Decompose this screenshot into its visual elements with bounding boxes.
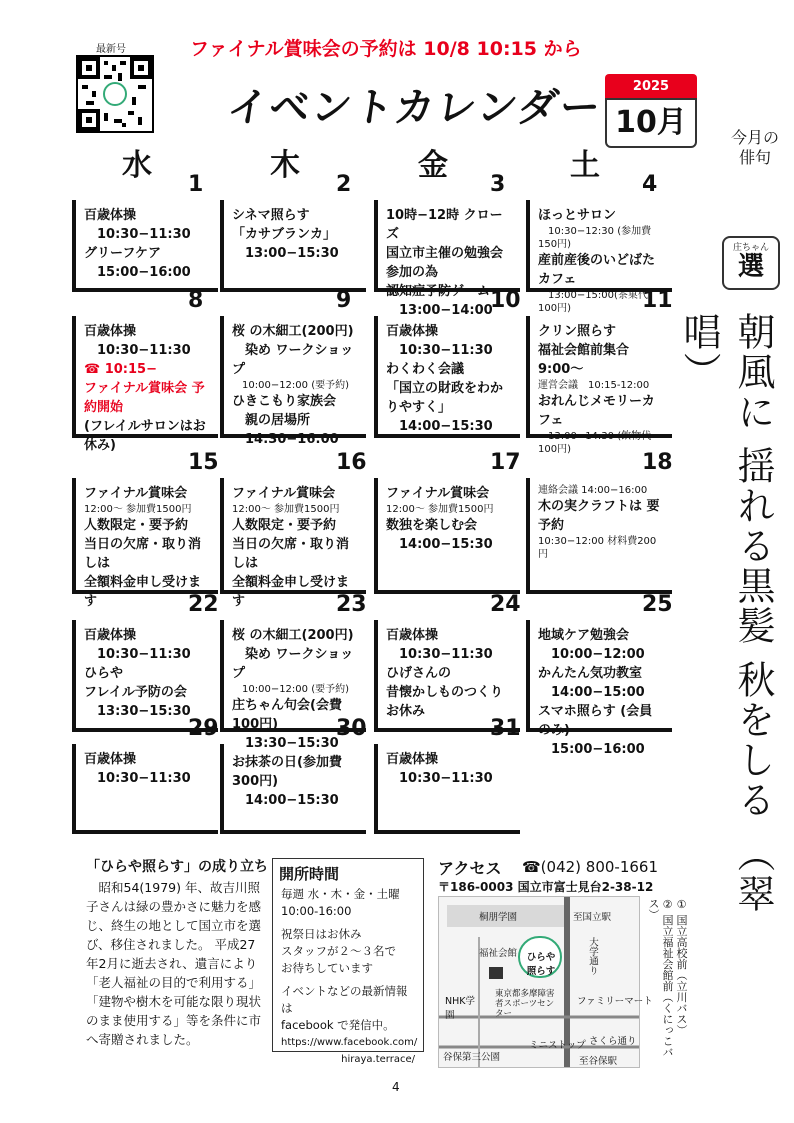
day-number: 11 (642, 288, 673, 313)
hours-days: 毎週 水・木・金・土曜 (281, 887, 400, 901)
haiku-heading: 今月の俳句 (730, 128, 779, 167)
event-line: 庄ちゃん句会(会費100円) (232, 698, 342, 732)
event-line: 13:00−15:00(茶菓代100円) (538, 290, 648, 314)
day-number: 30 (336, 716, 367, 741)
event-line: 百歳体操 (84, 628, 137, 643)
day-cell (374, 200, 520, 318)
address: 〒186-0003 国立市富士見台2-38-12 (438, 880, 654, 894)
event-line: 数独を楽しむ会 (386, 518, 478, 533)
event-line: 百歳体操 (386, 752, 439, 767)
event-line: 10:30−11:30 (84, 771, 191, 786)
day-number: 23 (336, 592, 367, 617)
event-line: 13:00−15:30 (232, 246, 339, 261)
event-line: ファイナル賞味会 (386, 486, 490, 501)
facebook-link[interactable]: https://www.facebook.com/ (281, 1037, 418, 1048)
map-label-nhk: NHK学園 (445, 996, 475, 1021)
event-line: 百歳体操 (386, 324, 439, 339)
event-line: 10時−12時 クローズ (386, 208, 503, 242)
event-line: 10:30−11:30 (84, 227, 191, 242)
event-line: お抹茶の日(参加費300円) (232, 755, 342, 789)
opening-hours-box (272, 858, 424, 1065)
event-line: 運営会議 10:15-12:00 (538, 380, 650, 391)
event-line: 産前産後のいどばたカフェ (538, 253, 656, 287)
qr-code[interactable] (76, 55, 154, 133)
event-line: 10:30−11:30 (84, 647, 191, 662)
event-line: 百歳体操 (84, 208, 137, 223)
day-cell (72, 744, 218, 834)
day-cell (526, 620, 672, 757)
event-line: 人数限定・要予約 (84, 518, 189, 533)
event-line: 地域ケア勉強会 (538, 628, 630, 643)
event-line: 14:00−15:30 (386, 419, 493, 434)
map-label-yaho: 至谷保駅 (579, 1056, 618, 1067)
event-line: 15:00−16:00 (538, 742, 645, 757)
event-line: 10:30−12:30 (参加費 150円) (538, 226, 652, 250)
event-line: 全額料金申し受けます (84, 575, 202, 609)
day-cell (72, 316, 218, 453)
event-line: 認知症予防ゲーム (386, 284, 491, 299)
month-label: 10月 (605, 98, 697, 148)
welcome-note: お待ちしています (281, 961, 373, 975)
event-line: 14:00−15:30 (232, 793, 339, 808)
event-line: 百歳体操 (386, 628, 439, 643)
event-line: 人数限定・要予約 (232, 518, 337, 533)
info-note: イベントなどの最新情報は (281, 984, 408, 1015)
event-line: ファイナル賞味会 予約開始 (84, 381, 205, 415)
page-title: イベントカレンダー (224, 85, 605, 131)
event-line: クリン照らす (538, 324, 617, 339)
event-line: 15:00−16:00 (84, 265, 191, 280)
map-label-sports: 東京都多摩障害者スポーツセンター (495, 989, 555, 1019)
day-cell (220, 744, 366, 834)
map-label-family: ファミリーマート (577, 996, 653, 1007)
event-line: 染め ワークショップ (232, 647, 354, 681)
event-line: 桜 の木細工(200円) (232, 628, 354, 643)
map-label-hiraya: ひらや照らす (526, 952, 556, 977)
event-line: おれんじメモリーカフェ (538, 394, 655, 428)
event-line: 13:30−15:30 (232, 736, 339, 751)
map-label-park: 谷保第三公園 (443, 1052, 501, 1063)
haiku-body: 朝風に 揺れる黒髪 秋をしる (731, 312, 775, 821)
hours-time: 10:00-16:00 (281, 904, 352, 918)
day-number: 16 (336, 450, 367, 475)
weekday-thu: 木 (270, 148, 300, 183)
day-number: 8 (188, 288, 204, 313)
event-line: 14:00−15:30 (386, 537, 493, 552)
haiku-selector-badge (722, 236, 780, 290)
event-line: 全額料金申し受けます (232, 575, 350, 609)
qr-pattern-icon (78, 57, 152, 131)
hours-title: 開所時間 (279, 865, 340, 883)
staff-note: スタッフが２〜３名で (281, 944, 396, 958)
event-line: 10:30−11:30 (386, 343, 493, 358)
day-number: 29 (188, 716, 219, 741)
event-line: ファイナル賞味会 (84, 486, 188, 501)
access-title: アクセス (438, 859, 502, 878)
event-line: 親の居場所 (232, 413, 311, 428)
event-line: ☎ 10:15− (84, 362, 157, 377)
facebook-note: facebook で発信中。 (281, 1018, 395, 1032)
day-number: 1 (188, 172, 204, 197)
event-line: わくわく会議 (386, 362, 465, 377)
haiku-text (677, 312, 780, 972)
bus-stop-2: ② 国立福祉会館前（くにっこバス） (647, 898, 674, 1058)
day-number: 31 (490, 716, 521, 741)
event-line: 10:30−11:30 (84, 343, 191, 358)
haiku-poet: （翠唱） (677, 312, 775, 915)
weekday-fri: 金 (418, 148, 448, 183)
map-label-daigaku: 大学通り (587, 937, 598, 975)
event-line: ひきこもり家族会 (232, 394, 337, 409)
event-line: かんたん気功教室 (538, 666, 643, 681)
day-number: 24 (490, 592, 521, 617)
event-line: スマホ照らす (会員のみ) (538, 704, 653, 738)
event-line: ひらや (84, 666, 124, 681)
map-label-kunitachi: 至国立駅 (573, 912, 612, 923)
event-line: ひげさんの (386, 666, 452, 681)
history-title: 「ひらや照らす」の成り立ち (86, 859, 268, 875)
event-line: 福祉会館前集合 9:00〜 (538, 343, 630, 377)
event-line: 木の実クラフトは 要予約 (538, 499, 660, 533)
event-line: 10:30−12:00 材料費200円 (538, 536, 657, 560)
page-number: 4 (392, 1080, 400, 1094)
map-label-fukushi: 福祉会館 (479, 948, 518, 959)
event-line: 10:00−12:00 (538, 647, 645, 662)
event-line: 昔懐かしものつくり お休み (386, 685, 504, 719)
event-line: 10:30−11:30 (386, 647, 493, 662)
day-cell (374, 744, 520, 834)
event-line: 桜 の木細工(200円) (232, 324, 354, 339)
bus-stops (646, 898, 688, 1068)
event-line: 13:00−14:30 (飲物代100円) (538, 431, 652, 455)
day-number: 4 (642, 172, 658, 197)
event-line: シネマ照らす (232, 208, 310, 223)
event-line: 当日の欠席・取り消しは (232, 537, 350, 571)
facebook-link-path[interactable]: hiraya.terrace/ (341, 1054, 415, 1065)
event-line: 当日の欠席・取り消しは (84, 537, 202, 571)
event-line: 10:00−12:00 (要予約) (232, 380, 349, 391)
day-cell (374, 316, 520, 438)
event-line: (フレイルサロンはお休み) (84, 419, 206, 453)
event-line: 13:00−14:00 (386, 303, 493, 318)
day-cell (374, 478, 520, 594)
event-line: グリーフケア (84, 246, 161, 261)
day-number: 3 (490, 172, 506, 197)
year-label: 2025 (605, 74, 697, 98)
event-line: 10:30−11:30 (386, 771, 493, 786)
event-line: 10:00−12:00 (要予約) (232, 684, 349, 695)
map-label-sakura: さくら通り (589, 1036, 637, 1047)
event-line: 連絡会議 14:00−16:00 (538, 485, 648, 496)
weekday-sat: 土 (570, 148, 600, 183)
day-cell (220, 200, 366, 292)
event-line: 14:00−15:00 (538, 685, 645, 700)
day-number: 9 (336, 288, 352, 313)
day-number: 15 (188, 450, 219, 475)
event-line: ほっとサロン (538, 208, 617, 223)
weekday-wed: 水 (122, 148, 152, 183)
map-label-school: 桐朋学園 (479, 912, 518, 923)
calendar-badge-icon (605, 74, 697, 154)
event-line: 「カサブランカ」 (232, 227, 337, 242)
event-line: 12:00〜 参加費1500円 (386, 504, 494, 515)
history-text: 昭和54(1979) 年、故吉川照子さんは緑の豊かさに魅力を感じ、終生の地として国立市を選び、移住されました。 平成27年2月に逝去され、遺言により「老人福祉の目的で利用する」「建物や樹木を可能な限り現状のまま使用する」等を条件に市へ寄贈されました。 (86, 880, 262, 1047)
event-line: 13:30−15:30 (84, 704, 191, 719)
day-number: 22 (188, 592, 219, 617)
event-line: 百歳体操 (84, 324, 137, 339)
phone-number[interactable]: ☎(042) 800-1661 (522, 858, 659, 876)
map-label-ministop: ミニストップ (529, 1040, 586, 1051)
access-map (438, 896, 653, 1068)
bus-stop-1: ① 国立高校前（立川バス） (675, 898, 688, 1036)
day-cell (72, 200, 218, 292)
event-line: フレイル予防の会 (84, 685, 187, 700)
reservation-notice: ファイナル賞味会の予約は 10/8 10:15 から (190, 38, 582, 60)
day-cell (526, 478, 672, 594)
event-line: 14:30−16:00 (232, 432, 339, 447)
selector-mark: 選 (737, 252, 764, 282)
event-line: 12:00〜 参加費1500円 (232, 504, 340, 515)
selector-name: 庄ちゃん (732, 243, 769, 253)
day-number: 17 (490, 450, 521, 475)
day-number: 25 (642, 592, 673, 617)
event-line: 百歳体操 (84, 752, 137, 767)
day-number: 10 (490, 288, 521, 313)
day-cell (220, 316, 366, 447)
qr-caption: 最新号 (96, 44, 126, 55)
event-line: ファイナル賞味会 (232, 486, 336, 501)
day-number: 2 (336, 172, 352, 197)
event-line: 染め ワークショップ (232, 343, 354, 377)
event-line: 国立市主催の勉強会 参加の為 (386, 246, 504, 280)
event-line: 「国立の財政をわかりやすく」 (386, 381, 504, 415)
holiday-note: 祝祭日はお休み (281, 927, 362, 941)
event-line: 12:00〜 参加費1500円 (84, 504, 192, 515)
day-cell (526, 316, 672, 455)
day-number: 18 (642, 450, 673, 475)
